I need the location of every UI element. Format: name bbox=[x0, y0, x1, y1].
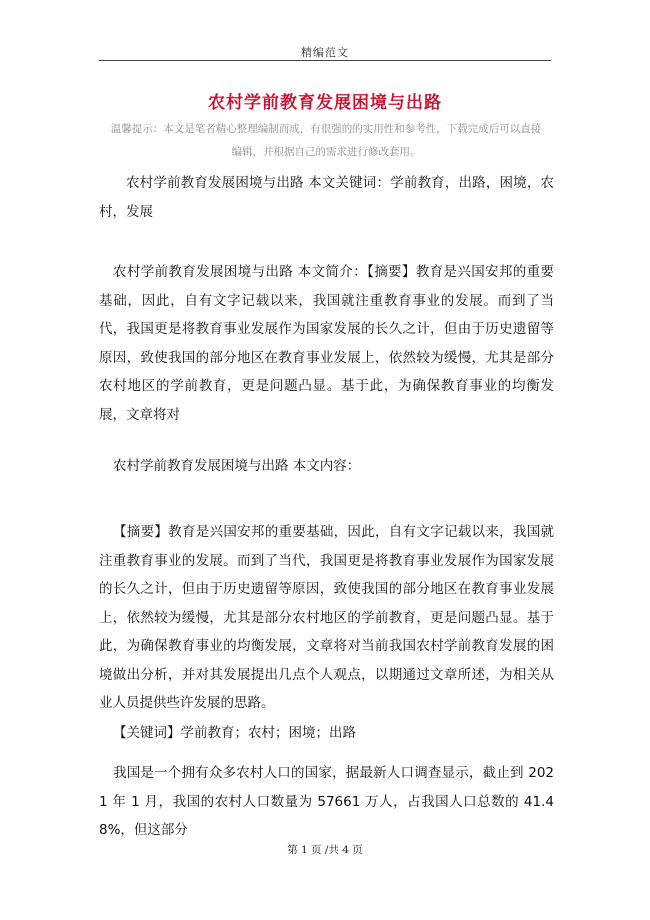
content-label: 农村学前教育发展困境与出路 本文内容： bbox=[113, 458, 361, 474]
keywords-paragraph: 农村学前教育发展困境与出路 本文关键词：学前教育，出路，困境，农村，发展 bbox=[99, 175, 554, 220]
page-header: 精编范文 bbox=[301, 46, 349, 59]
tip-line-2: 编辑，并根据自己的需求进行修改套用。 bbox=[231, 146, 421, 158]
document-title: 农村学前教育发展困境与出路 bbox=[208, 93, 442, 113]
tip-line-1: 温馨提示：本文是笔者精心整理编制而成，有很强的的实用性和参考性，下载完成后可以直接 bbox=[110, 123, 542, 135]
intro-paragraph: 农村学前教育发展困境与出路 本文简介：【摘要】教育是兴国安邦的重要基础，因此，自有文字记载以来，我国就注重教育事业的发展。而到了当代，我国更是将教育事业发展作为国家发展的长久之计，但由于历史遗留等原因，致使我国的部分地区在教育事业发展上，依然较为缓慢，尤其是部分农村地区的学前教育，更是问题凸显。基于此，为确保教育事业的均衡发展，文章将对 bbox=[99, 264, 554, 423]
keywords-line: 【关键词】学前教育；农村；困境；出路 bbox=[113, 725, 356, 741]
body-paragraph: 我国是一个拥有众多农村人口的国家，据最新人口调查显示，截止到 2021 年 1 月，我国的农村人口数量为 57661 万人，占我国人口总数的 41.48%，但这部分 bbox=[99, 765, 554, 838]
abstract-paragraph: 【摘要】教育是兴国安邦的重要基础，因此，自有文字记载以来，我国就注重教育事业的发展。而到了当代，我国更是将教育事业发展作为国家发展的长久之计，但由于历史遗留等原因，致使我国的部分地区在教育事业发展上，依然较为缓慢，尤其是部分农村地区的学前教育，更是问题凸显。基于此，为确保教育事业的均衡发展，文章将对当前我国农村学前教育发展的困境做出分析，并对其发展提出几点个人观点，以期通过文章所述，为相关从业人员提供些许发展的思路。 bbox=[99, 524, 554, 711]
page-footer: 第 1 页 /共 4 页 bbox=[287, 844, 363, 856]
tip-notice bbox=[100, 118, 552, 164]
header-divider bbox=[99, 60, 551, 61]
